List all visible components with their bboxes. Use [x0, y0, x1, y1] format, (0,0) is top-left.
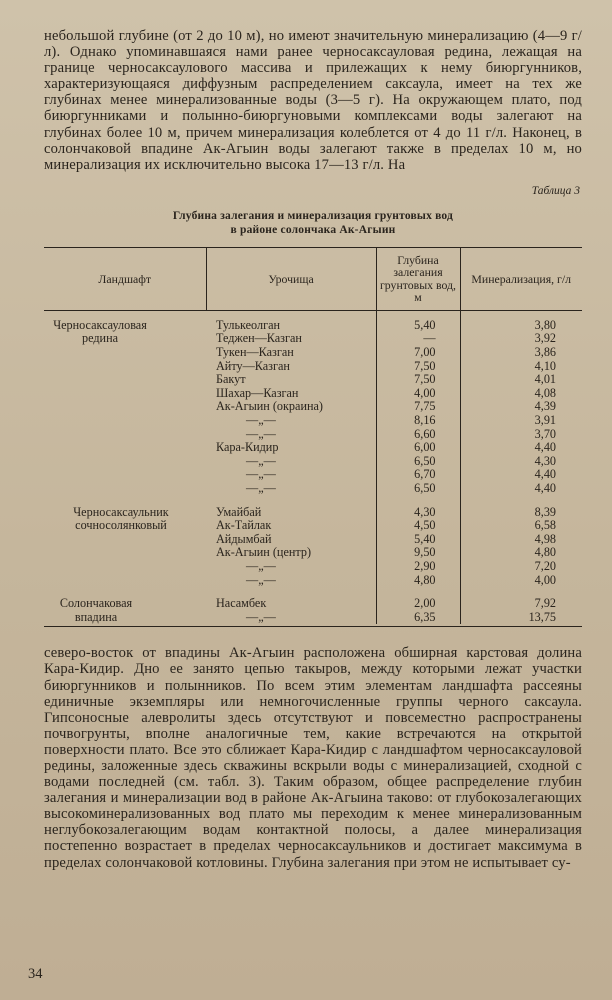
mineralization-cell: 4,98: [460, 533, 582, 547]
tract-cell: Насамбек: [216, 596, 267, 611]
depth-cell: 6,50: [376, 455, 460, 469]
tract-cell: —„—: [246, 453, 276, 468]
tract-cell: —„—: [246, 480, 276, 495]
tract-cell: Шахар—Казган: [216, 385, 299, 400]
mineralization-cell: 13,75: [460, 611, 582, 625]
header-tract: Урочища: [206, 247, 376, 310]
page-number: 34: [28, 966, 43, 982]
header-depth: Глубина залегания грунтовых вод, м: [376, 247, 460, 310]
mineralization-cell: 4,40: [460, 441, 582, 455]
depth-cell: 7,00: [376, 346, 460, 360]
tract-cell: —„—: [246, 426, 276, 441]
depth-cell: 7,50: [376, 360, 460, 374]
depth-cell: 7,50: [376, 373, 460, 387]
tract-cell: —„—: [246, 413, 276, 427]
tract-cell: Айдымбай: [216, 531, 272, 546]
depth-cell: 4,00: [376, 387, 460, 401]
depth-cell: 7,75: [376, 400, 460, 414]
header-landscape: Ландшафт: [44, 247, 206, 310]
mineralization-cell: 4,80: [460, 546, 582, 560]
mineralization-cell: 4,30: [460, 455, 582, 469]
depth-cell: 8,16: [376, 414, 460, 428]
landscape-cell: [44, 310, 206, 495]
landscape-label: Черносаксаульник сочносолянковый: [73, 504, 169, 533]
tract-cell: —„—: [246, 609, 276, 624]
mineralization-cell: 4,08: [460, 387, 582, 401]
mineralization-cell: 3,92: [460, 332, 582, 346]
landscape-cell: [44, 496, 206, 588]
groundwater-table: [44, 247, 582, 624]
mineralization-cell: 4,39: [460, 400, 582, 414]
tract-cell: Бакут: [216, 372, 246, 387]
depth-cell: 6,70: [376, 468, 460, 482]
tract-cell: Кара-Кидир: [216, 440, 279, 455]
table-title: [44, 209, 582, 237]
tract-cell: —„—: [246, 467, 276, 482]
table-bottom-rule: [44, 624, 582, 627]
tract-cell: Ак-Тайлак: [216, 518, 272, 533]
depth-cell: 4,50: [376, 519, 460, 533]
mineralization-cell: 3,86: [460, 346, 582, 360]
depth-cell: 9,50: [376, 546, 460, 560]
tract-cell: Теджен—Казган: [216, 331, 302, 346]
table-number: Таблица 3: [531, 184, 580, 197]
mineralization-cell: 4,40: [460, 468, 582, 482]
depth-cell: 5,40: [376, 533, 460, 547]
tract-cell: Айту—Казган: [216, 358, 290, 373]
body-paragraph: северо-восток от впадины Ак-Агыин расположена обширная карстовая долина Кара-Кидир. Дно ее занято цепью такыров, между которыми лежат участки биюргунников и полынников. По всем этим элементам ландшафта рассеяны единичные экземпляры или немногочисленные группы черного саксаула. Гипсоносные алевролиты здесь отсутствуют и повсеместно распространены почвогрунты, вполне аналогичные тем, какие встречаются на открытой поверхности плато. Все это сближает Кара-Кидир с ландшафтом черносаксауловой редины, заложенные здесь скважины вскрыли воды с минерализацией, сходной с водами последней (см. табл. 3). Таким образом, общее распределение глубин залегания и минерализации вод в районе Ак-Агыина таково: от глубокозалегающих высокоминерализованных вод плато мы переходим к менее минерализованным неглубокозалегающим водам контактной полосы, а далее минерализация постепенно возрастает в пределах черносаксаульников и достигает максимума в пределах солончаковой котловины. Глубина залегания при этом не испытывает су-: [44, 645, 582, 871]
tract-cell: —„—: [246, 572, 276, 587]
mineralization-cell: 3,91: [460, 414, 582, 428]
tract-cell: Ак-Агыин (окраина): [216, 399, 323, 414]
table-header-row: [44, 247, 582, 310]
mineralization-cell: 6,58: [460, 519, 582, 533]
tract-cell: Тулькеолган: [216, 317, 281, 332]
intro-paragraph: небольшой глубине (от 2 до 10 м), но имеют значительную минерализацию (4—9 г/л). Однако упоминавшаяся нами ранее черносаксауловая редина, лежащая на границе черносаксаулового массива и прилежащих к нему биюргунников, характеризующаяся диффузным распределением саксаула, имеет на тех же глубинах менее минерализованные воды (3—5 г). На окружающем плато, под биюргунниками и полынно-биюргуновыми комплексами воды залегают на глубинах более 10 м, причем минерализация колеблется от 4 до 11 г/л. Наконец, в солончаковой впадине Ак-Агыин воды залегают также в пределах 10 м, но минерализация их исключительно высока 17—13 г/л. На: [44, 28, 582, 173]
tract-cell: Тукен—Казган: [216, 345, 294, 360]
landscape-label: Черносаксауловая редина: [53, 317, 147, 346]
tract-cell: —„—: [246, 558, 276, 573]
landscape-cell: [44, 587, 206, 624]
mineralization-cell: 7,92: [460, 587, 582, 611]
table-row: [44, 310, 582, 332]
tract-cell: Ак-Агыин (центр): [216, 545, 312, 560]
mineralization-cell: 4,01: [460, 373, 582, 387]
mineralization-cell: 4,10: [460, 360, 582, 374]
depth-cell: 4,30: [376, 496, 460, 520]
mineralization-cell: 3,80: [460, 310, 582, 332]
depth-cell: 6,60: [376, 428, 460, 442]
depth-cell: —: [376, 332, 460, 346]
depth-cell: 6,00: [376, 441, 460, 455]
depth-cell: 5,40: [376, 310, 460, 332]
depth-cell: 2,90: [376, 560, 460, 574]
depth-cell: 6,35: [376, 611, 460, 625]
tract-cell: Умайбай: [216, 504, 262, 519]
mineralization-cell: 4,40: [460, 482, 582, 496]
mineralization-cell: 4,00: [460, 574, 582, 588]
depth-cell: 4,80: [376, 574, 460, 588]
table-row: [44, 496, 582, 520]
mineralization-cell: 7,20: [460, 560, 582, 574]
header-mineralization: Минерализация, г/л: [460, 247, 582, 310]
table-row: [44, 587, 582, 611]
table-title-line-1: Глубина залегания и минерализация грунтовых вод: [172, 209, 454, 222]
depth-cell: 6,50: [376, 482, 460, 496]
mineralization-cell: 3,70: [460, 428, 582, 442]
mineralization-cell: 8,39: [460, 496, 582, 520]
table-title-line-2: в районе солончака Ак-Агыин: [230, 223, 396, 236]
landscape-label: Солончаковая впадина: [59, 596, 133, 624]
depth-cell: 2,00: [376, 587, 460, 611]
